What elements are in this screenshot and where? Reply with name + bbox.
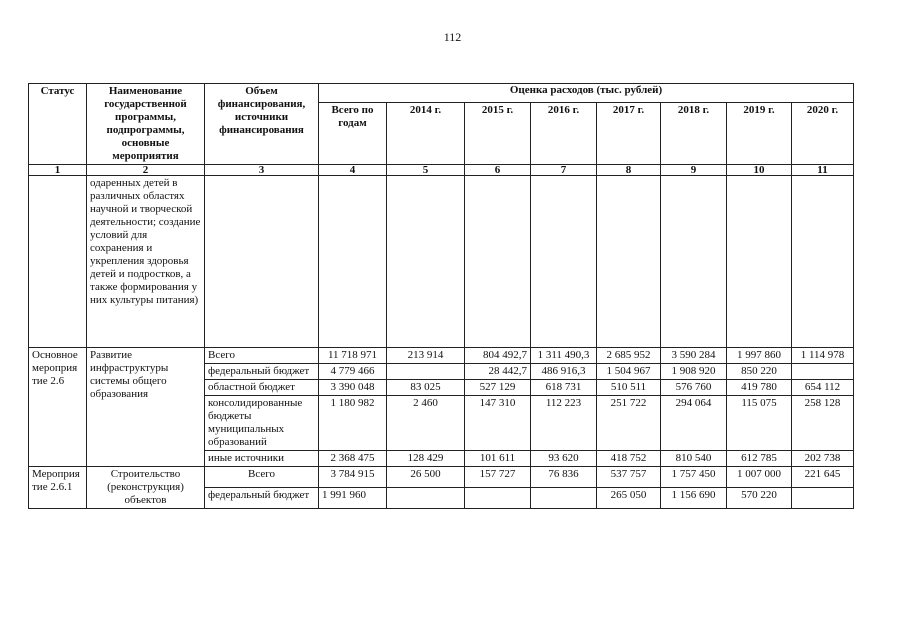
cell-value: 93 620 <box>531 451 597 467</box>
header-year: 2018 г. <box>661 103 727 165</box>
cell-value: 810 540 <box>661 451 727 467</box>
continuation-row <box>29 176 854 348</box>
column-number: 6 <box>465 165 531 176</box>
row-source: федеральный бюджет <box>205 364 319 380</box>
header-year: 2014 г. <box>387 103 465 165</box>
row-name: Строительство (реконструкция) объектов <box>87 467 205 509</box>
cell-value: 486 916,3 <box>531 364 597 380</box>
table-row <box>29 348 854 364</box>
cell-value <box>387 364 465 380</box>
row-source: областной бюджет <box>205 380 319 396</box>
header-year: 2015 г. <box>465 103 531 165</box>
column-number: 5 <box>387 165 465 176</box>
cell-value <box>531 488 597 509</box>
cell-value: 850 220 <box>727 364 792 380</box>
header-year: 2016 г. <box>531 103 597 165</box>
header-status: Статус <box>29 84 87 165</box>
row-source: иные источники <box>205 451 319 467</box>
table-row <box>29 467 854 488</box>
column-number: 7 <box>531 165 597 176</box>
cell-value: 510 511 <box>597 380 661 396</box>
cell-value: 804 492,7 <box>465 348 531 364</box>
cell-value: 1 991 960 <box>319 488 387 509</box>
column-number: 4 <box>319 165 387 176</box>
cell-value: 101 611 <box>465 451 531 467</box>
cell-value: 1 180 982 <box>319 396 387 451</box>
cell-value: 3 784 915 <box>319 467 387 488</box>
cell-value: 4 779 466 <box>319 364 387 380</box>
column-number: 2 <box>87 165 205 176</box>
cell-value <box>792 364 854 380</box>
cell-value: 258 128 <box>792 396 854 451</box>
cell-value: 157 727 <box>465 467 531 488</box>
header-volume: Объем финансирования, источники финансирования <box>205 84 319 165</box>
page-number: 112 <box>443 30 462 44</box>
cell-value: 1 757 450 <box>661 467 727 488</box>
row-source: Всего <box>205 467 319 488</box>
cell-value: 26 500 <box>387 467 465 488</box>
cell-value: 83 025 <box>387 380 465 396</box>
row-source: консолидированные бюджеты муниципальных образований <box>205 396 319 451</box>
cell-value: 251 722 <box>597 396 661 451</box>
header-year: 2019 г. <box>727 103 792 165</box>
row-status: Основное мероприя тие 2.6 <box>29 348 87 467</box>
cell-value: 147 310 <box>465 396 531 451</box>
header-estimate: Оценка расходов (тыс. рублей) <box>319 84 854 103</box>
row-status: Мероприя тие 2.6.1 <box>29 467 87 509</box>
cell-value <box>465 488 531 509</box>
cell-value: 213 914 <box>387 348 465 364</box>
cell-value: 1 311 490,3 <box>531 348 597 364</box>
cell-value: 612 785 <box>727 451 792 467</box>
row-source: федеральный бюджет <box>205 488 319 509</box>
column-number: 10 <box>727 165 792 176</box>
cell-value: 1 156 690 <box>661 488 727 509</box>
cell-value <box>792 488 854 509</box>
cell-value: 2 685 952 <box>597 348 661 364</box>
cell-value: 3 390 048 <box>319 380 387 396</box>
cell-value: 618 731 <box>531 380 597 396</box>
column-number: 8 <box>597 165 661 176</box>
cell-value: 576 760 <box>661 380 727 396</box>
cell-value <box>387 488 465 509</box>
cell-value: 1 007 000 <box>727 467 792 488</box>
cell-value: 527 129 <box>465 380 531 396</box>
cell-value: 28 442,7 <box>465 364 531 380</box>
column-number-row <box>29 165 854 176</box>
cell-value: 1 504 967 <box>597 364 661 380</box>
continuation-text: одаренных детей в различных областях научной и творческой деятельности; создание условий для сохранения и укрепления здоровья детей и подростков, а также формирования у них культуры питания) <box>87 176 205 348</box>
cell-value: 2 368 475 <box>319 451 387 467</box>
cell-value: 654 112 <box>792 380 854 396</box>
header-year: 2020 г. <box>792 103 854 165</box>
column-number: 11 <box>792 165 854 176</box>
cell-value: 221 645 <box>792 467 854 488</box>
column-number: 1 <box>29 165 87 176</box>
cell-value: 115 075 <box>727 396 792 451</box>
cell-value: 419 780 <box>727 380 792 396</box>
cell-value: 11 718 971 <box>319 348 387 364</box>
cell-value: 294 064 <box>661 396 727 451</box>
cell-value: 2 460 <box>387 396 465 451</box>
header-total-years: Всего по годам <box>319 103 387 165</box>
column-number: 3 <box>205 165 319 176</box>
cell-value: 1 114 978 <box>792 348 854 364</box>
cell-value: 570 220 <box>727 488 792 509</box>
cell-value: 3 590 284 <box>661 348 727 364</box>
header-name: Наименование государственной программы, подпрограммы, основные мероприятия <box>87 84 205 165</box>
cell-value: 1 997 860 <box>727 348 792 364</box>
cell-value: 1 908 920 <box>661 364 727 380</box>
cell-value: 112 223 <box>531 396 597 451</box>
expenses-table <box>28 83 854 509</box>
cell-value: 76 836 <box>531 467 597 488</box>
header-year: 2017 г. <box>597 103 661 165</box>
cell-value: 202 738 <box>792 451 854 467</box>
row-source: Всего <box>205 348 319 364</box>
cell-value: 128 429 <box>387 451 465 467</box>
row-name: Развитие инфраструктуры системы общего образования <box>87 348 205 467</box>
cell-value: 418 752 <box>597 451 661 467</box>
column-number: 9 <box>661 165 727 176</box>
continuation-status-cell <box>29 176 87 348</box>
cell-value: 537 757 <box>597 467 661 488</box>
cell-value: 265 050 <box>597 488 661 509</box>
